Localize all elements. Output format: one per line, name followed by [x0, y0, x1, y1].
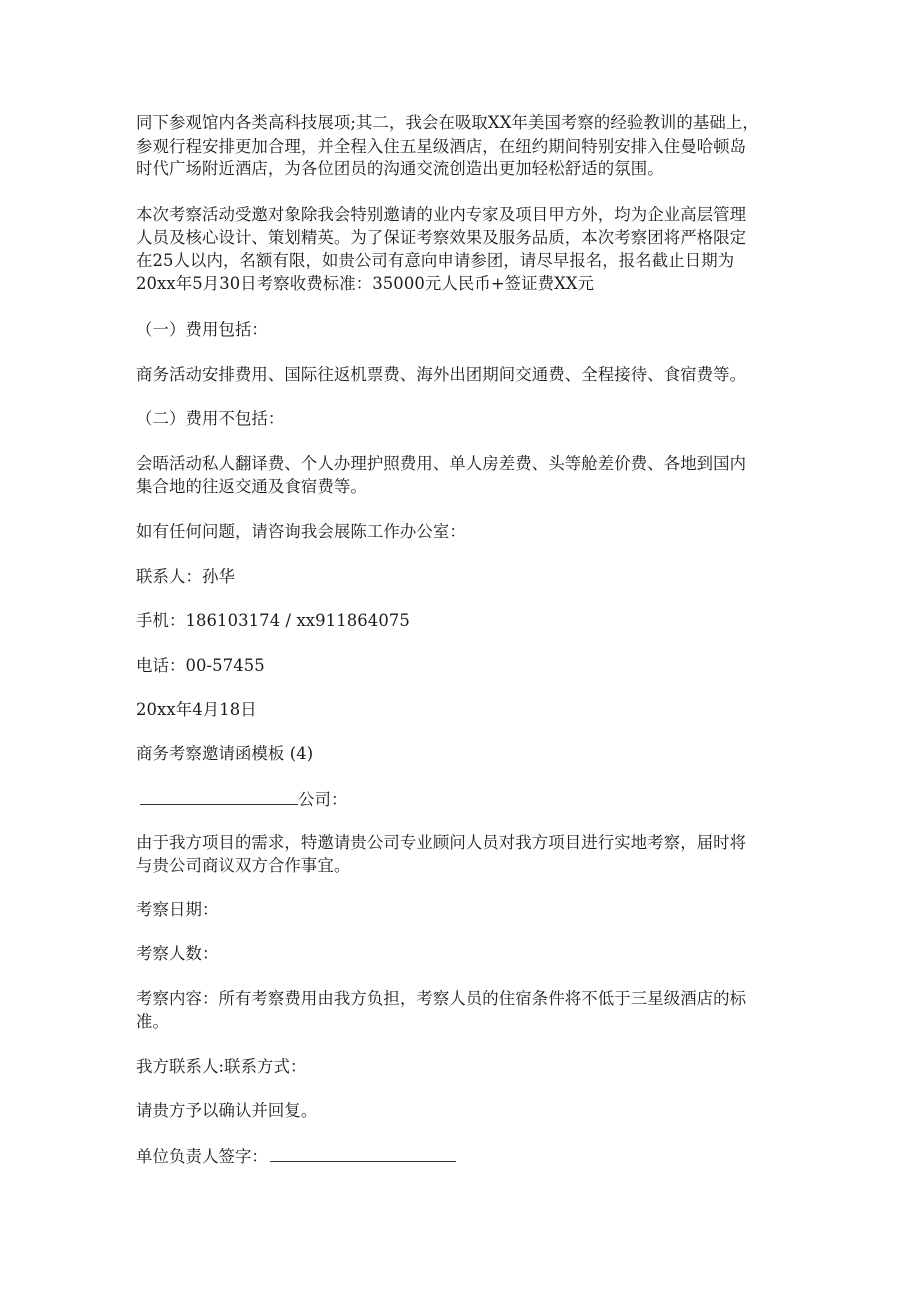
signature-line — [136, 1144, 456, 1169]
heading-fees-included: （一）费用包括： — [136, 320, 268, 339]
mobile-number: 手机：186103174 / xx911864075 — [136, 611, 410, 630]
inspection-date: 考察日期： — [136, 900, 219, 919]
paragraph-1-line-2: 参观行程安排更加合理，并全程入住五星级酒店，在纽约期间特别安排入住曼哈顿岛 — [136, 137, 747, 156]
paragraph-2-line-2: 人员及核心设计、策划精英。为了保证考察效果及服务品质，本次考察团将严格限定 — [136, 228, 747, 247]
paragraph-7-line-2: 准。 — [136, 1012, 169, 1031]
paragraph-7-line-1: 考察内容：所有考察费用由我方负担，考察人员的住宿条件将不低于三星级酒店的标 — [136, 989, 747, 1008]
paragraph-6-line-1: 由于我方项目的需求，特邀请贵公司专业顾问人员对我方项目进行实地考察，届时将 — [136, 833, 747, 852]
document-date: 20xx年4月18日 — [136, 700, 257, 719]
confirm-request: 请贵方予以确认并回复。 — [136, 1101, 318, 1120]
paragraph-fees-included: 商务活动安排费用、国际往返机票费、海外出团期间交通费、全程接待、食宿费等。 — [136, 365, 747, 384]
signature-label: 单位负责人签字： — [136, 1147, 268, 1166]
template-4-title: 商务考察邀请函模板 (4) — [136, 744, 314, 763]
paragraph-2-line-1: 本次考察活动受邀对象除我会特别邀请的业内专家及项目甲方外，均为企业高层管理 — [136, 205, 747, 224]
phone-number: 电话：00-57455 — [136, 656, 265, 675]
inspection-people: 考察人数： — [136, 944, 219, 963]
paragraph-1-line-1: 同下参观馆内各类高科技展项;其二，我会在吸取XX年美国考察的经验教训的基础上， — [136, 113, 759, 132]
heading-fees-excluded: （二）费用不包括： — [136, 409, 285, 428]
paragraph-1-line-3: 时代广场附近酒店，为各位团员的沟通交流创造出更加轻松舒适的氛围。 — [136, 159, 664, 178]
company-line — [136, 787, 347, 812]
paragraph-4-line-1: 会晤活动私人翻译费、个人办理护照费用、单人房差费、头等舱差价费、各地到国内 — [136, 454, 747, 473]
paragraph-2-line-4: 20xx年5月30日考察收费标准：35000元人民币+签证费XX元 — [136, 274, 595, 293]
contact-person: 联系人：孙华 — [136, 567, 235, 586]
signature-blank[interactable] — [270, 1144, 456, 1162]
our-contact: 我方联系人:联系方式： — [136, 1057, 307, 1076]
company-suffix: 公司： — [298, 790, 348, 809]
company-name-blank[interactable] — [140, 787, 298, 805]
paragraph-inquiry: 如有任何问题，请咨询我会展陈工作办公室： — [136, 522, 466, 541]
paragraph-4-line-2: 集合地的往返交通及食宿费等。 — [136, 477, 367, 496]
paragraph-6-line-2: 与贵公司商议双方合作事宜。 — [136, 856, 351, 875]
paragraph-2-line-3: 在25人以内，名额有限，如贵公司有意向申请参团，请尽早报名，报名截止日期为 — [136, 251, 735, 270]
